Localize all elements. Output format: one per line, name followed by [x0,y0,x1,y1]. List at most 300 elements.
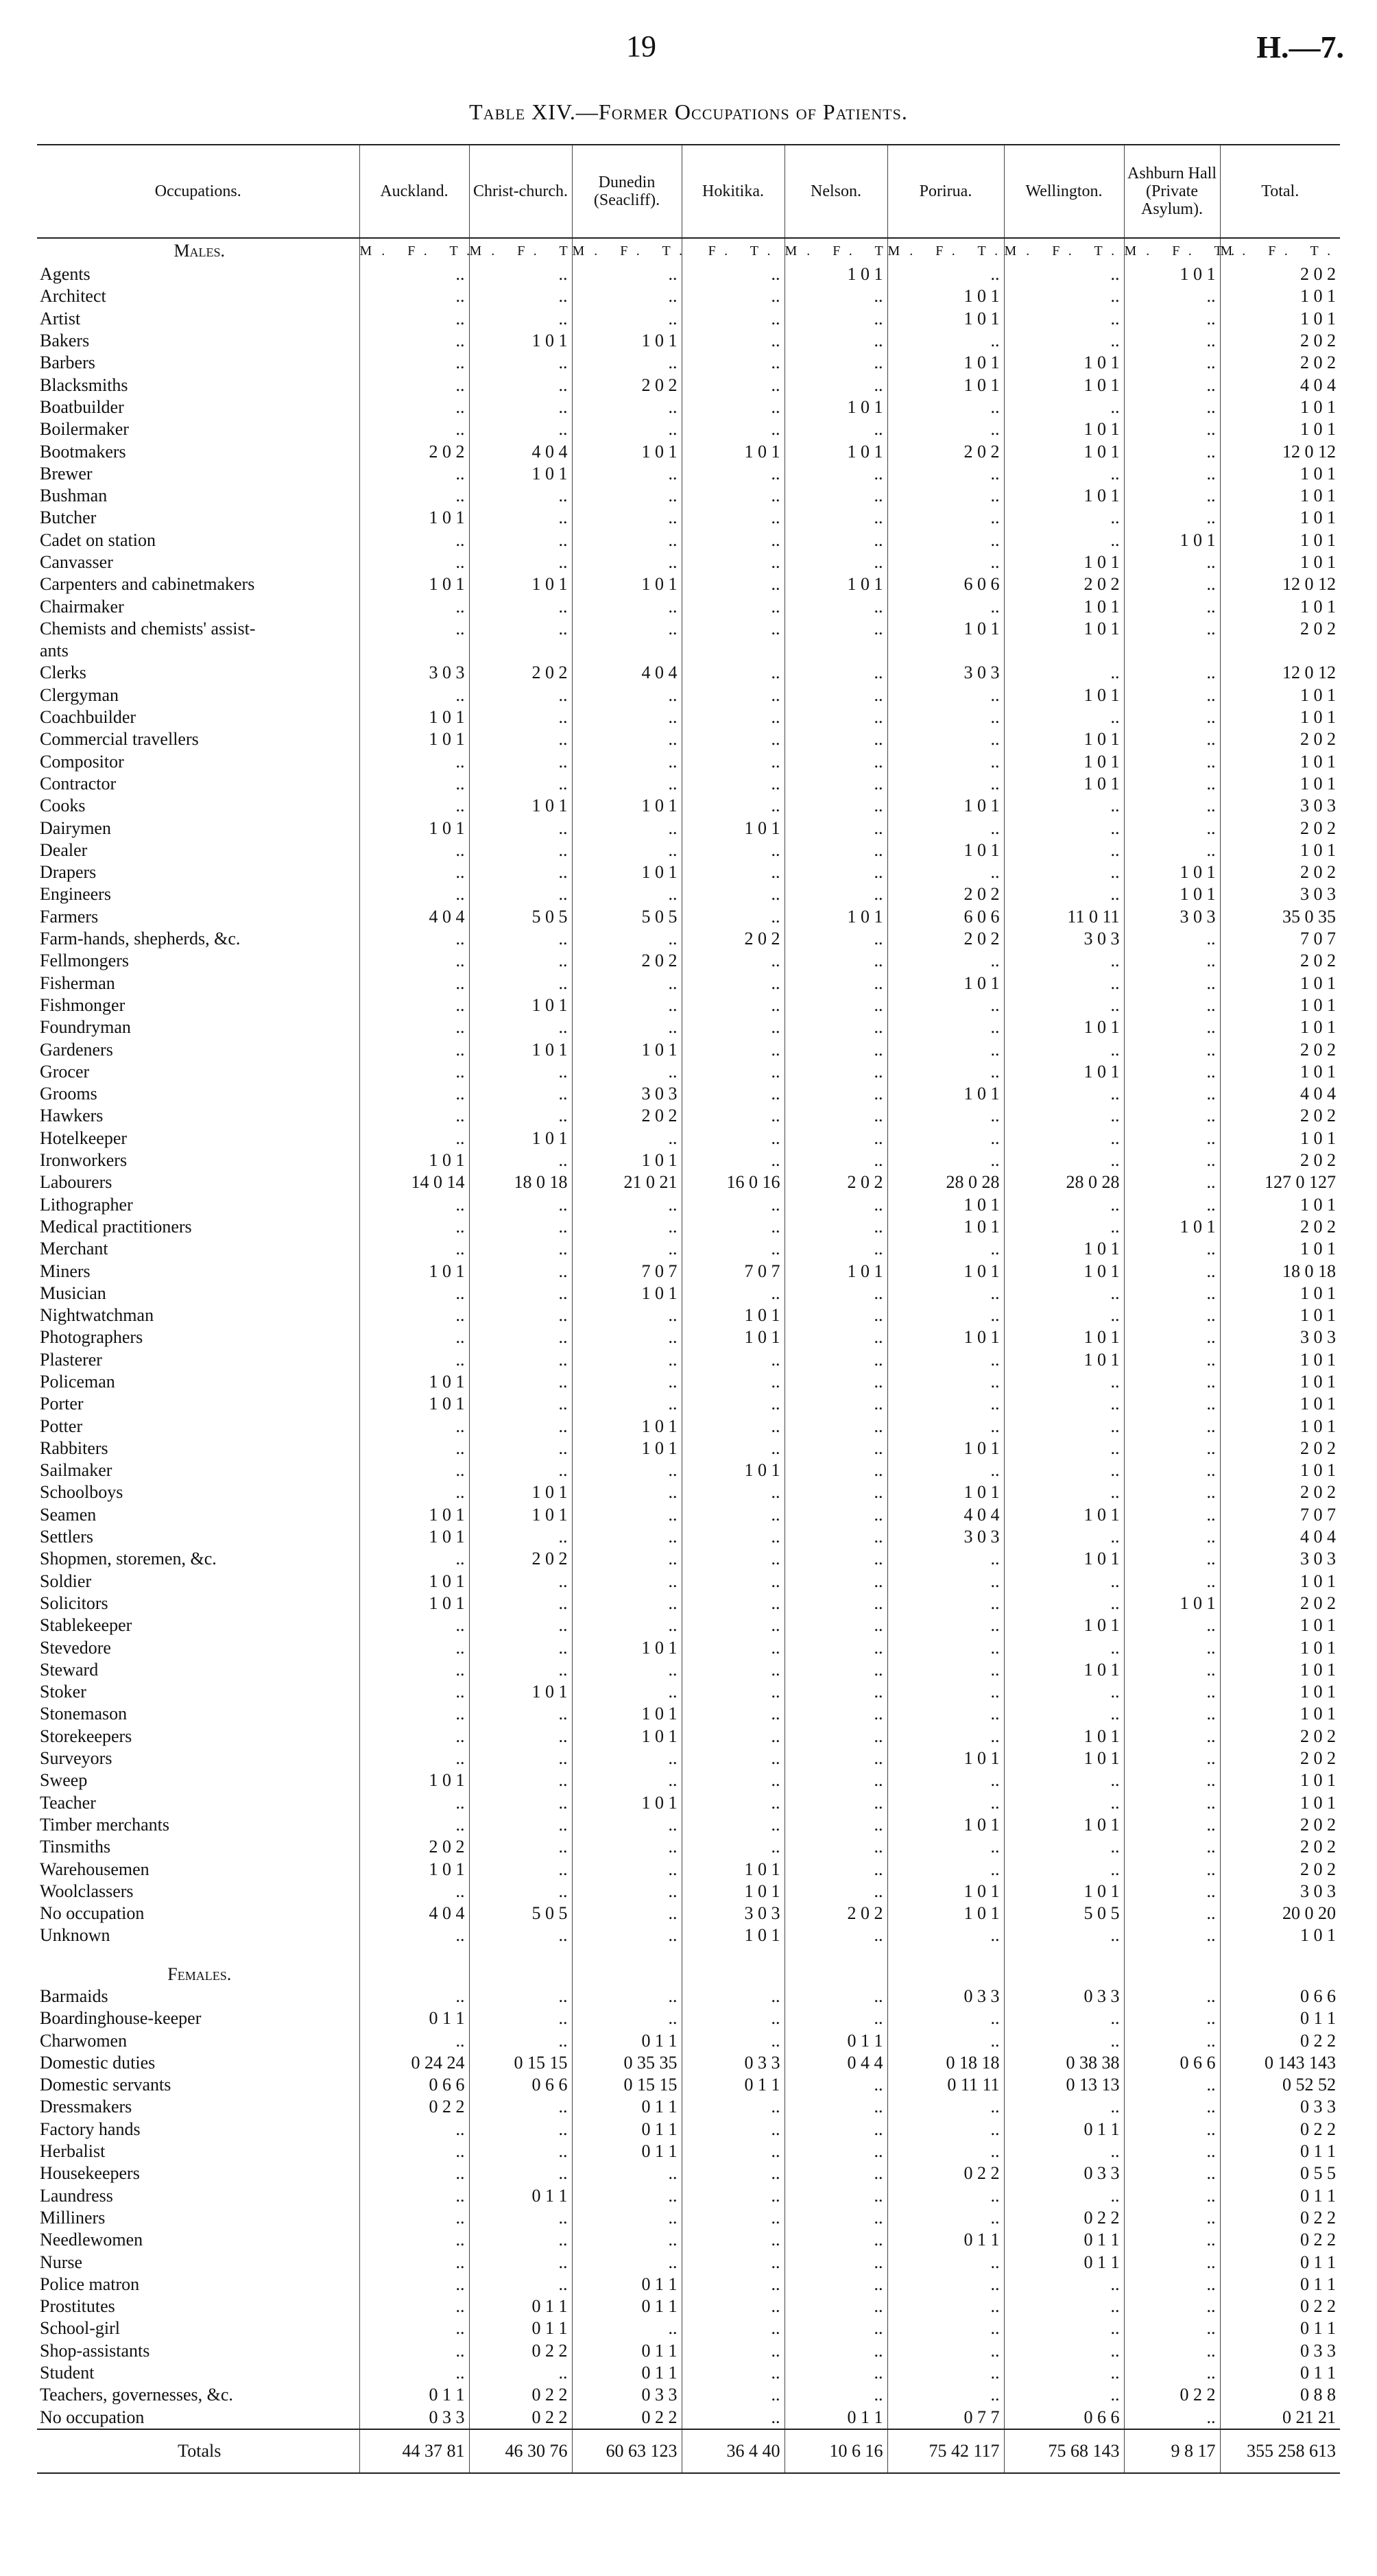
count-cell: .. [682,2274,785,2295]
table-row [37,2295,1340,2317]
count-cell: 1 0 1 [572,795,682,817]
count-cell: .. [469,1636,572,1658]
count-cell: .. [572,2185,682,2207]
count-cell: .. [572,994,682,1016]
count-cell: .. [887,2140,1004,2162]
count-cell: .. [785,928,887,950]
column-subheader: M. F. T. [359,238,469,263]
count-cell: .. [572,551,682,573]
col-header-hokitika: Hokitika. [682,145,785,238]
count-cell: 2 0 2 [1220,263,1340,285]
count-cell: .. [1004,1791,1124,1813]
empty-cell [682,1947,785,1964]
count-cell: .. [359,1703,469,1725]
section-heading-females [37,1964,1340,1985]
table-row [37,1481,1340,1503]
count-cell: .. [682,728,785,750]
count-cell: .. [785,2384,887,2406]
count-cell: .. [359,1193,469,1215]
count-cell: .. [887,994,1004,1016]
totals-cell: 36 4 40 [682,2429,785,2473]
count-cell: 0 1 1 [572,2295,682,2317]
occupation-label: Farm-hands, shepherds, &c. [40,929,241,949]
count-cell: 0 3 3 [572,2384,682,2406]
count-cell: 1 0 1 [682,1304,785,1326]
count-cell: .. [359,485,469,507]
count-cell: 18 0 18 [469,1171,572,1193]
totals-cell: 9 8 17 [1124,2429,1220,2473]
count-cell: 12 0 12 [1220,662,1340,684]
count-cell: .. [1124,1105,1220,1127]
count-cell: .. [682,950,785,972]
table-row [37,2052,1340,2074]
count-cell: .. [682,751,785,773]
table-row [37,1593,1340,1614]
count-cell: .. [1124,2029,1220,2051]
count-cell: 1 0 1 [469,1128,572,1149]
count-cell: 3 0 3 [1004,928,1124,950]
count-cell: 1 0 1 [1220,1659,1340,1681]
count-cell: .. [359,551,469,573]
count-cell: .. [887,773,1004,795]
table-row [37,1681,1340,1703]
count-cell: .. [682,1061,785,1083]
count-cell: .. [469,2251,572,2273]
count-cell: 0 2 2 [1124,2384,1220,2406]
occupation-label: Labourers [40,1172,112,1193]
occupation-label: Clergyman [40,684,119,705]
occupation-label: Schoolboys [40,1482,123,1503]
count-cell: .. [887,595,1004,617]
occupation-label: Chemists and chemists' assist- [40,618,256,639]
count-cell: .. [887,950,1004,972]
column-subheader: M. F. T. [572,238,682,263]
count-cell: .. [887,2362,1004,2384]
col-header-ashburn-hall: Ashburn Hall (Private Asylum). [1124,145,1220,238]
count-cell: 5 0 5 [469,906,572,928]
count-cell: .. [1124,352,1220,374]
count-cell: .. [469,374,572,396]
count-cell: .. [1124,1814,1220,1836]
count-cell: .. [359,2207,469,2229]
count-cell: .. [682,374,785,396]
count-cell: 18 0 18 [1220,1260,1340,1282]
count-cell: .. [1124,2162,1220,2184]
count-cell: 127 0 127 [1220,1171,1340,1193]
count-cell: 1 0 1 [785,440,887,462]
count-cell: .. [682,1636,785,1658]
count-cell: .. [359,1659,469,1681]
count-cell: .. [785,2140,887,2162]
section-gap [37,1947,1340,1964]
count-cell: .. [1004,2295,1124,2317]
count-cell: .. [1124,396,1220,418]
count-cell: 1 0 1 [1220,1681,1340,1703]
count-cell: 2 0 2 [1220,950,1340,972]
count-cell: .. [682,1038,785,1060]
count-cell: .. [1004,2317,1124,2339]
table-row [37,2096,1340,2118]
count-cell: .. [469,1061,572,1083]
count-cell: .. [785,1193,887,1215]
count-cell: 1 0 1 [1220,1128,1340,1149]
empty-cell [572,1964,682,1985]
count-cell: 1 0 1 [1220,1193,1340,1215]
count-cell: .. [887,1459,1004,1481]
count-cell: .. [1004,2140,1124,2162]
count-cell: .. [887,1659,1004,1681]
gap-cell [37,1947,359,1964]
table-row [37,2207,1340,2229]
count-cell: 4 0 4 [1220,1526,1340,1548]
count-cell: .. [682,285,785,307]
count-cell: .. [359,1814,469,1836]
count-cell: .. [682,1438,785,1459]
table-row [37,2362,1340,2384]
table-row [37,1791,1340,1813]
count-cell: .. [469,706,572,728]
occupation-label: Lithographer [40,1194,133,1215]
count-cell: 0 1 1 [1004,2119,1124,2140]
count-cell: 1 0 1 [1220,773,1340,795]
occupation-label: Drapers [40,862,97,883]
table-row [37,551,1340,573]
count-cell: .. [785,1985,887,2007]
table-row [37,994,1340,1016]
count-cell: .. [785,1349,887,1371]
count-cell: .. [1124,1703,1220,1725]
totals-cell: 355 258 613 [1220,2429,1340,2473]
count-cell: .. [572,2251,682,2273]
occupation-label: Shop-assistants [40,2340,150,2361]
count-cell: .. [887,1548,1004,1570]
count-cell: .. [469,2140,572,2162]
count-cell: .. [572,618,682,640]
count-cell: 16 0 16 [682,1171,785,1193]
count-cell: .. [682,1526,785,1548]
count-cell: .. [572,684,682,706]
count-cell: .. [682,839,785,861]
table-row [37,2140,1340,2162]
count-cell: .. [887,1858,1004,1880]
count-cell: 1 0 1 [1124,883,1220,905]
count-cell: 0 2 2 [1220,2295,1340,2317]
count-cell: 1 0 1 [572,1726,682,1748]
count-cell: .. [1004,263,1124,285]
occupation-label: Medical practitioners [40,1216,192,1237]
count-cell: 1 0 1 [887,973,1004,994]
count-cell: .. [1124,1726,1220,1748]
count-cell: 1 0 1 [1004,551,1124,573]
empty-cell [1004,1964,1124,1985]
count-cell: .. [785,1769,887,1791]
count-cell: .. [785,1038,887,1060]
count-cell: .. [469,1216,572,1238]
count-cell: .. [359,861,469,883]
count-cell: .. [1004,1924,1124,1946]
count-cell: 35 0 35 [1220,906,1340,928]
count-cell: 2 0 2 [1220,861,1340,883]
count-cell: .. [1004,1636,1124,1658]
count-cell: .. [1004,1459,1124,1481]
occupation-label: Chairmaker [40,596,124,617]
count-cell: .. [682,507,785,529]
count-cell: 1 0 1 [572,1149,682,1171]
count-cell: .. [469,2007,572,2029]
count-cell: 2 0 2 [1220,618,1340,640]
count-cell: .. [682,2096,785,2118]
table-row [37,684,1340,706]
table-row [37,1459,1340,1481]
col-header-auckland: Auckland. [359,145,469,238]
count-cell: .. [1004,883,1124,905]
table-row [37,1083,1340,1105]
count-cell: .. [785,2007,887,2029]
count-cell: .. [682,773,785,795]
count-cell: .. [1124,1171,1220,1193]
table-title: Table XIV.—Former Occupations of Patients. [469,99,908,124]
count-cell: .. [1124,1260,1220,1282]
count-cell: .. [1124,706,1220,728]
count-cell: .. [1124,1149,1220,1171]
count-cell: 0 1 1 [1004,2251,1124,2273]
count-cell: .. [469,1769,572,1791]
count-cell: 1 0 1 [1220,308,1340,330]
count-cell: 2 0 2 [887,928,1004,950]
table-row [37,595,1340,617]
count-cell: 1 0 1 [1220,1061,1340,1083]
count-cell: 0 2 2 [1004,2207,1124,2229]
count-cell: 0 15 15 [469,2052,572,2074]
table-row [37,1038,1340,1060]
count-cell: 1 0 1 [572,1636,682,1658]
count-cell: 0 1 1 [359,2384,469,2406]
header-row [37,145,1340,238]
count-cell: .. [887,396,1004,418]
count-cell: 0 21 21 [1220,2407,1340,2429]
count-cell: 1 0 1 [785,396,887,418]
count-cell: .. [785,1438,887,1459]
count-cell: .. [1124,728,1220,750]
count-cell: 0 5 5 [1220,2162,1340,2184]
table-row [37,2407,1340,2429]
table-row [37,1326,1340,1348]
count-cell: .. [1124,463,1220,485]
count-cell: .. [785,1726,887,1748]
count-cell: .. [1124,374,1220,396]
count-cell: .. [785,1659,887,1681]
empty-cell [887,1964,1004,1985]
count-cell: 1 0 1 [887,1326,1004,1348]
occupation-label: Brewer [40,463,93,484]
count-cell: .. [359,994,469,1016]
count-cell: .. [359,1283,469,1304]
count-cell: 1 0 1 [1004,1881,1124,1903]
table-row [37,2119,1340,2140]
occupation-label: Bakers [40,331,90,351]
count-cell: 1 0 1 [359,1149,469,1171]
count-cell: .. [359,684,469,706]
count-cell: 4 0 4 [572,662,682,684]
count-cell: 2 0 2 [682,928,785,950]
count-cell: .. [682,1105,785,1127]
count-cell: .. [682,2007,785,2029]
count-cell: .. [1004,1481,1124,1503]
count-cell: .. [887,2340,1004,2362]
count-cell: .. [1004,2384,1124,2406]
count-cell: .. [887,1371,1004,1393]
count-cell: 3 0 3 [1220,1548,1340,1570]
count-cell: .. [785,883,887,905]
count-cell: 2 0 2 [1220,1038,1340,1060]
col-header-christchurch: Christ-church. [469,145,572,238]
empty-cell [785,1947,887,1964]
count-cell: .. [785,1061,887,1083]
table-row [37,1636,1340,1658]
count-cell: .. [469,507,572,529]
count-cell: .. [682,2407,785,2429]
count-cell: .. [785,2096,887,2118]
count-cell: .. [785,994,887,1016]
count-cell: .. [887,2317,1004,2339]
table-row [37,1703,1340,1725]
count-cell: .. [785,2251,887,2273]
count-cell: .. [785,1814,887,1836]
count-cell: .. [887,2096,1004,2118]
count-cell: .. [572,1924,682,1946]
occupation-label: Bushman [40,486,108,506]
occupation-label: Musician [40,1283,106,1303]
count-cell: 1 0 1 [359,1769,469,1791]
count-cell: .. [1004,706,1124,728]
count-cell: .. [682,1548,785,1570]
count-cell: .. [469,595,572,617]
count-cell: .. [572,728,682,750]
column-subheader: M. F. T. [1220,238,1340,263]
count-cell: .. [887,706,1004,728]
count-cell: .. [1124,308,1220,330]
count-cell: 1 0 1 [1220,1769,1340,1791]
count-cell: 1 0 1 [572,1703,682,1725]
count-cell: .. [572,2229,682,2251]
count-cell: .. [1124,973,1220,994]
count-cell: .. [1004,1283,1124,1304]
count-cell: .. [359,1128,469,1149]
count-cell: .. [572,352,682,374]
count-cell: .. [1124,1526,1220,1548]
count-cell: .. [1124,1128,1220,1149]
occupation-label: Boatbuilder [40,396,124,417]
count-cell: .. [469,1791,572,1813]
occupation-label: Steward [40,1659,99,1680]
count-cell: .. [1004,1216,1124,1238]
count-cell: 1 0 1 [359,1393,469,1415]
count-cell: .. [682,906,785,928]
table-row [37,2274,1340,2295]
table-row [37,1193,1340,1215]
table-row [37,1726,1340,1748]
count-cell: .. [1004,2362,1124,2384]
count-cell: .. [572,1881,682,1903]
table-row [37,773,1340,795]
count-cell: .. [469,2274,572,2295]
count-cell: 0 3 3 [887,1985,1004,2007]
count-cell: .. [887,1415,1004,1437]
count-cell: .. [682,485,785,507]
table-row [37,440,1340,462]
count-cell: .. [469,352,572,374]
count-cell: .. [1004,861,1124,883]
occupation-label: Sailmaker [40,1460,112,1481]
count-cell: .. [887,1128,1004,1149]
table-row [37,728,1340,750]
table-row [37,2229,1340,2251]
count-cell: .. [359,1636,469,1658]
count-cell: .. [572,308,682,330]
table-row [37,1371,1340,1393]
count-cell: .. [887,1703,1004,1725]
count-cell: 1 0 1 [359,573,469,595]
table-row [37,2384,1340,2406]
totals-cell: 44 37 81 [359,2429,469,2473]
count-cell: .. [785,728,887,750]
count-cell: 1 0 1 [359,1571,469,1593]
occupation-label: School-girl [40,2318,120,2339]
table-row [37,2074,1340,2096]
count-cell: .. [1004,1038,1124,1060]
table-row [37,308,1340,330]
count-cell: 1 0 1 [1220,839,1340,861]
occupation-label: Teachers, governesses, &c. [40,2385,233,2405]
count-cell: .. [785,684,887,706]
count-cell: .. [572,1371,682,1393]
count-cell: 1 0 1 [572,573,682,595]
count-cell: 0 8 8 [1220,2384,1340,2406]
count-cell: .. [785,1924,887,1946]
count-cell: 0 11 11 [887,2074,1004,2096]
count-cell: .. [1124,1924,1220,1946]
empty-cell [1220,1964,1340,1985]
table-row [37,1128,1340,1149]
count-cell: 7 0 7 [1220,928,1340,950]
count-cell: 12 0 12 [1220,440,1340,462]
count-cell: .. [469,1304,572,1326]
count-cell: .. [887,1038,1004,1060]
count-cell: 1 0 1 [887,374,1004,396]
count-cell: .. [359,2185,469,2207]
count-cell: .. [572,2317,682,2339]
count-cell: 1 0 1 [887,839,1004,861]
count-cell: .. [785,1881,887,1903]
count-cell [572,640,682,662]
count-cell: .. [1004,507,1124,529]
count-cell: 2 0 2 [1220,1481,1340,1503]
count-cell: 1 0 1 [1220,1571,1340,1593]
count-cell: .. [1004,1858,1124,1880]
count-cell: .. [682,1681,785,1703]
count-cell: .. [785,507,887,529]
count-cell: .. [1004,2007,1124,2029]
count-cell: 6 0 6 [887,906,1004,928]
count-cell [1220,640,1340,662]
empty-cell [1124,1964,1220,1985]
table-row [37,1659,1340,1681]
count-cell: .. [1124,2229,1220,2251]
count-cell: .. [887,1836,1004,1858]
count-cell: 0 1 1 [682,2074,785,2096]
col-header-occupations: Occupations. [37,145,359,238]
totals-cell: 75 68 143 [1004,2429,1124,2473]
